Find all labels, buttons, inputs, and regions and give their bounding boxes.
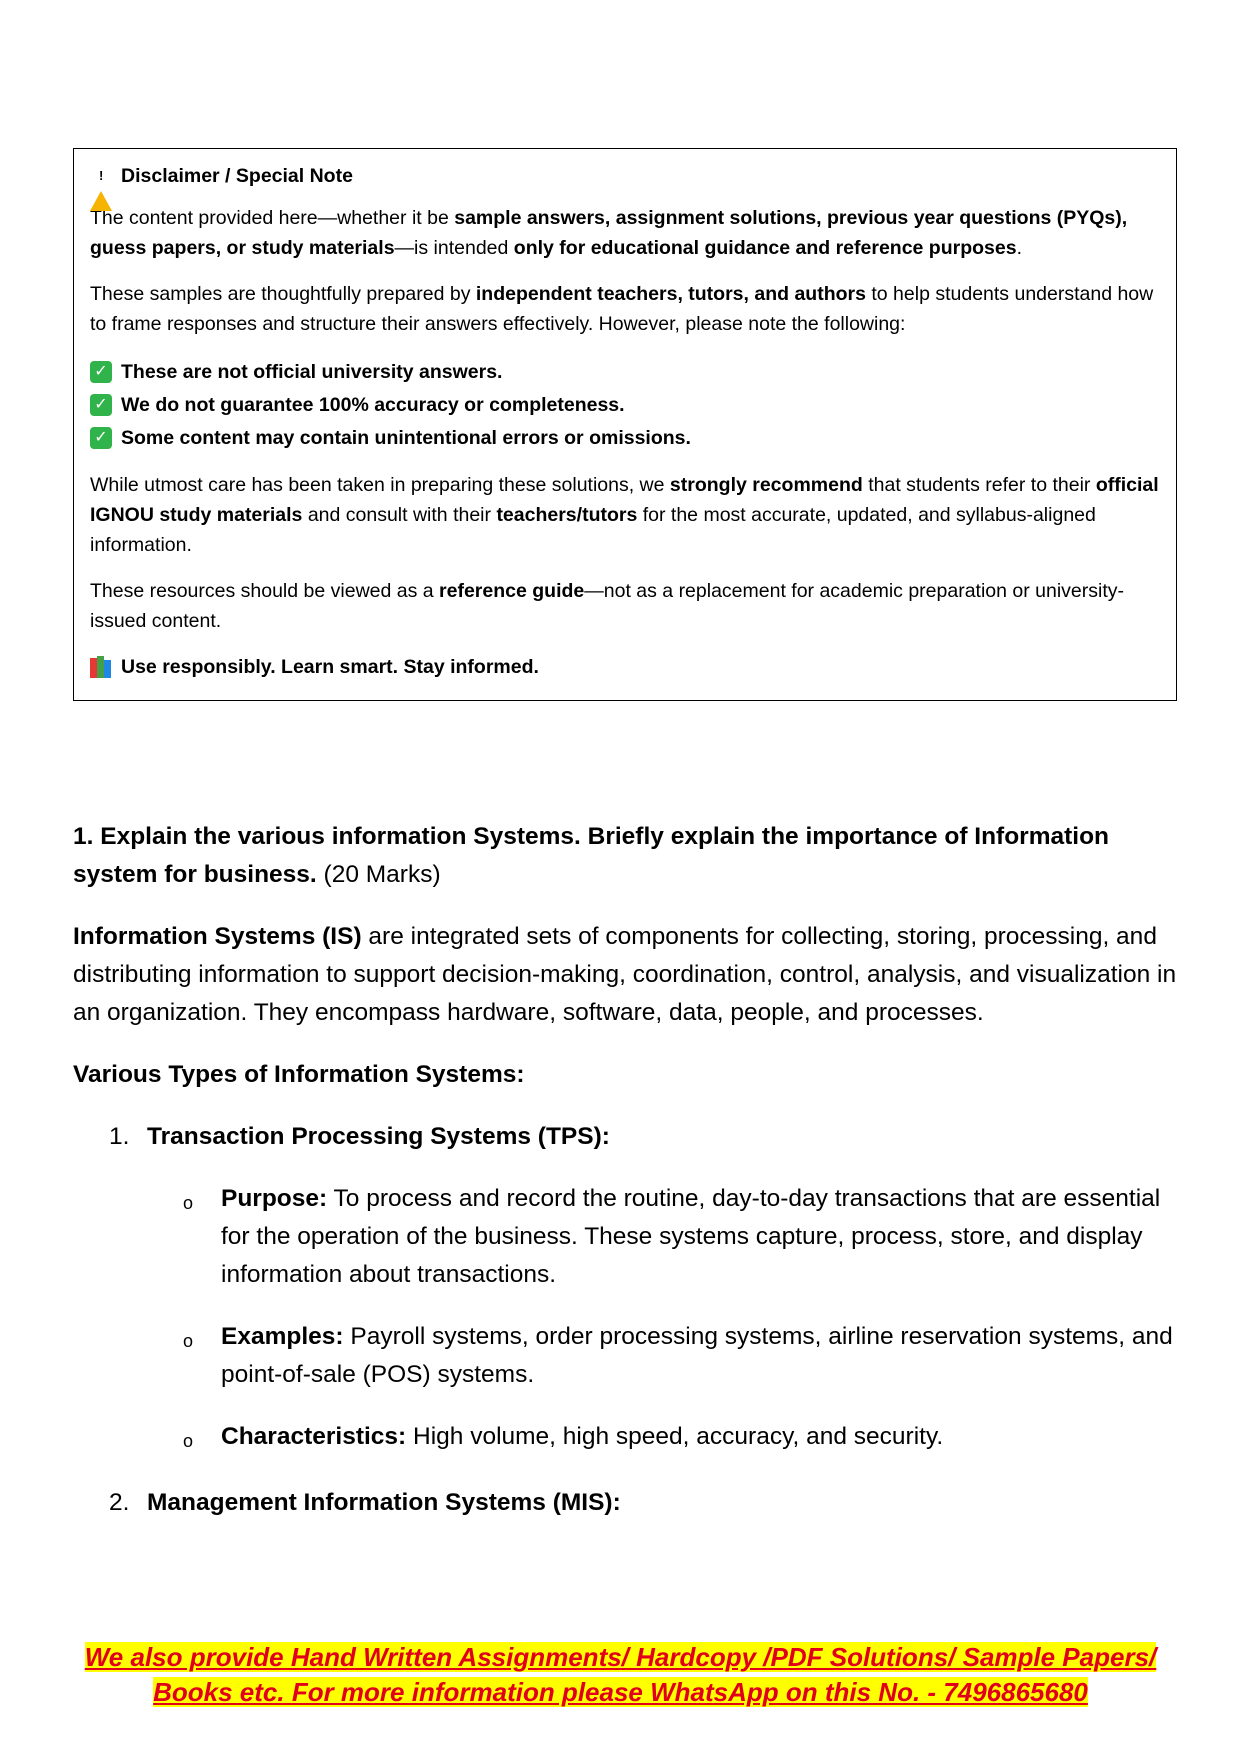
answer-content — [73, 818, 1183, 1546]
sub-point-label: Purpose: — [221, 1185, 328, 1212]
text: While utmost care has been taken in preparing these solutions, we — [90, 474, 670, 496]
sub-point-text — [221, 1318, 1183, 1394]
numbered-item — [73, 1118, 1183, 1156]
check-item-text: We do not guarantee 100% accuracy or completeness. — [121, 393, 625, 416]
promo-banner — [0, 1640, 1241, 1710]
text: for the most accurate, updated, and syllabus-aligned information. — [90, 504, 1096, 556]
text: High volume, high speed, accuracy, and security. — [406, 1423, 944, 1450]
sub-point-label: Examples: — [221, 1323, 344, 1350]
text: These resources should be viewed as a — [90, 580, 440, 602]
question — [73, 818, 1183, 894]
question-marks: (20 Marks) — [316, 861, 441, 888]
disclaimer-paragraph-2 — [90, 279, 1160, 339]
disclaimer-paragraph-4 — [90, 576, 1160, 636]
bullet-icon: o — [183, 1193, 194, 1213]
sub-point — [73, 1418, 1183, 1460]
item-number: 1. — [109, 1123, 130, 1150]
disclaimer-paragraph-3 — [90, 470, 1160, 560]
disclaimer-paragraph-1 — [90, 203, 1160, 263]
sub-point-label: Characteristics: — [221, 1423, 407, 1450]
sub-point — [73, 1180, 1183, 1294]
check-icon: ✓ — [90, 394, 112, 416]
item-title: Management Information Systems (MIS): — [147, 1489, 621, 1516]
sub-point — [73, 1318, 1183, 1394]
warning-icon: ! — [90, 165, 112, 187]
types-heading: Various Types of Information Systems: — [73, 1061, 525, 1088]
bold-text: strongly recommend — [669, 474, 863, 496]
check-icon: ✓ — [90, 427, 112, 449]
sub-point-text — [221, 1180, 1183, 1294]
disclaimer-title: Disclaimer / Special Note — [121, 165, 353, 187]
promo-line-2: Books etc. For more information please WhatsApp on this No. - 7496865680 — [153, 1677, 1088, 1707]
text: that students refer to their — [862, 474, 1096, 496]
text: to help students understand how to frame responses and structure their answers effectively. However, please note the following: — [90, 283, 1154, 335]
numbered-item — [73, 1484, 1183, 1522]
question-text: 1. Explain the various information Systems. Briefly explain the importance of Information system for business. — [73, 823, 1110, 888]
text: The content provided here—whether it be — [90, 207, 455, 229]
text: Payroll systems, order processing systems, airline reservation systems, and point-of-sale (POS) systems. — [221, 1323, 1173, 1388]
text: —is intended — [394, 237, 514, 259]
disclaimer-box — [73, 148, 1177, 701]
disclaimer-footer-text: Use responsibly. Learn smart. Stay informed. — [121, 656, 539, 678]
books-icon — [90, 656, 112, 678]
bullet-icon: o — [183, 1331, 194, 1351]
item-title: Transaction Processing Systems (TPS): — [147, 1123, 610, 1150]
text: . — [1016, 237, 1023, 259]
text: These samples are thoughtfully prepared by — [90, 283, 476, 305]
disclaimer-title-row — [90, 161, 1160, 191]
intro-paragraph — [73, 918, 1183, 1032]
bold-text: sample answers, assignment solutions, previous year questions (PYQs), guess papers, or study materials — [90, 207, 1128, 259]
check-item — [90, 421, 1160, 454]
item-number: 2. — [109, 1489, 130, 1516]
check-item — [90, 388, 1160, 421]
bold-text: reference guide — [439, 580, 585, 602]
bold-text: official IGNOU study materials — [90, 474, 1159, 526]
bold-text: teachers/tutors — [496, 504, 638, 526]
text: —not as a replacement for academic preparation or university-issued content. — [90, 580, 1125, 632]
sub-point-text — [221, 1418, 1183, 1460]
text: and consult with their — [302, 504, 497, 526]
check-icon: ✓ — [90, 361, 112, 383]
bold-text: independent teachers, tutors, and authors — [475, 283, 866, 305]
check-item-text: Some content may contain unintentional errors or omissions. — [121, 426, 691, 449]
intro-term: Information Systems (IS) — [73, 923, 362, 950]
check-list — [90, 355, 1160, 454]
bold-text: only for educational guidance and reference purposes — [513, 237, 1017, 259]
text: To process and record the routine, day-to-day transactions that are essential for the operation of the business. These systems capture, process, store, and display information about transactions. — [221, 1185, 1161, 1288]
intro-text: are integrated sets of components for collecting, storing, processing, and distributing information to support decision-making, coordination, control, analysis, and visualization in an organization. They encompass hardware, software, data, people, and processes. — [73, 923, 1177, 1026]
bullet-icon: o — [183, 1431, 194, 1451]
check-item — [90, 355, 1160, 388]
check-item-text: These are not official university answers. — [121, 360, 503, 383]
promo-line-1: We also provide Hand Written Assignments/ Hardcopy /PDF Solutions/ Sample Papers/ — [84, 1642, 1157, 1672]
disclaimer-footer — [90, 652, 1160, 682]
